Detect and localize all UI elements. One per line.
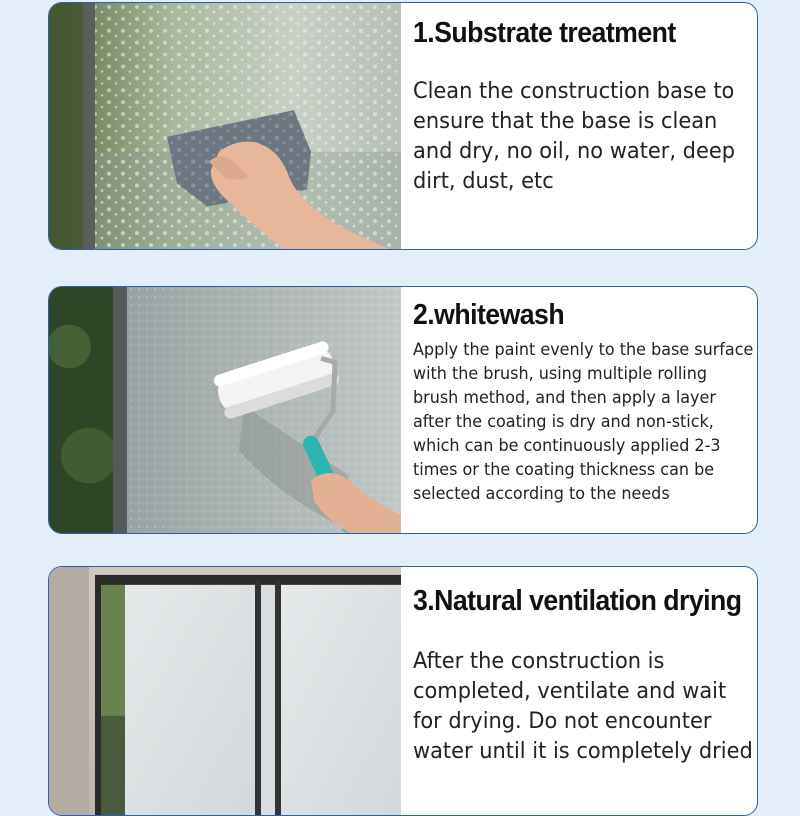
step-1-description: Clean the construction base to ensure that the base is clean and dry, no oil, no water, deep dirt, dust, etc — [413, 78, 735, 194]
step-3-description: After the construction is completed, ventilate and wait for drying. Do not encounter water until it is completely dried — [413, 648, 753, 764]
step-3-text — [413, 567, 753, 815]
step-3-photo — [49, 567, 401, 815]
step-2-text — [413, 287, 754, 533]
step-2-title: 2.whitewash — [413, 299, 565, 331]
step-1-title: 1.Substrate treatment — [413, 17, 676, 49]
step-3-title: 3.Natural ventilation drying — [413, 585, 742, 617]
step-1-text — [413, 3, 749, 249]
hand-wiping-glass-image — [49, 3, 401, 249]
paint-roller-image — [49, 287, 401, 533]
step-1-photo — [49, 3, 401, 249]
frosted-sliding-door-image — [49, 567, 401, 815]
step-card-1 — [48, 2, 758, 250]
step-2-photo — [49, 287, 401, 533]
step-2-description: Apply the paint evenly to the base surface with the brush, using multiple rolling brush method, and then apply a layer after the coating is dry and non-stick, which can be continuously applied 2-3 times or the coating thickness can be selected according to the needs — [413, 340, 754, 504]
step-card-2 — [48, 286, 758, 534]
step-card-3 — [48, 566, 758, 816]
